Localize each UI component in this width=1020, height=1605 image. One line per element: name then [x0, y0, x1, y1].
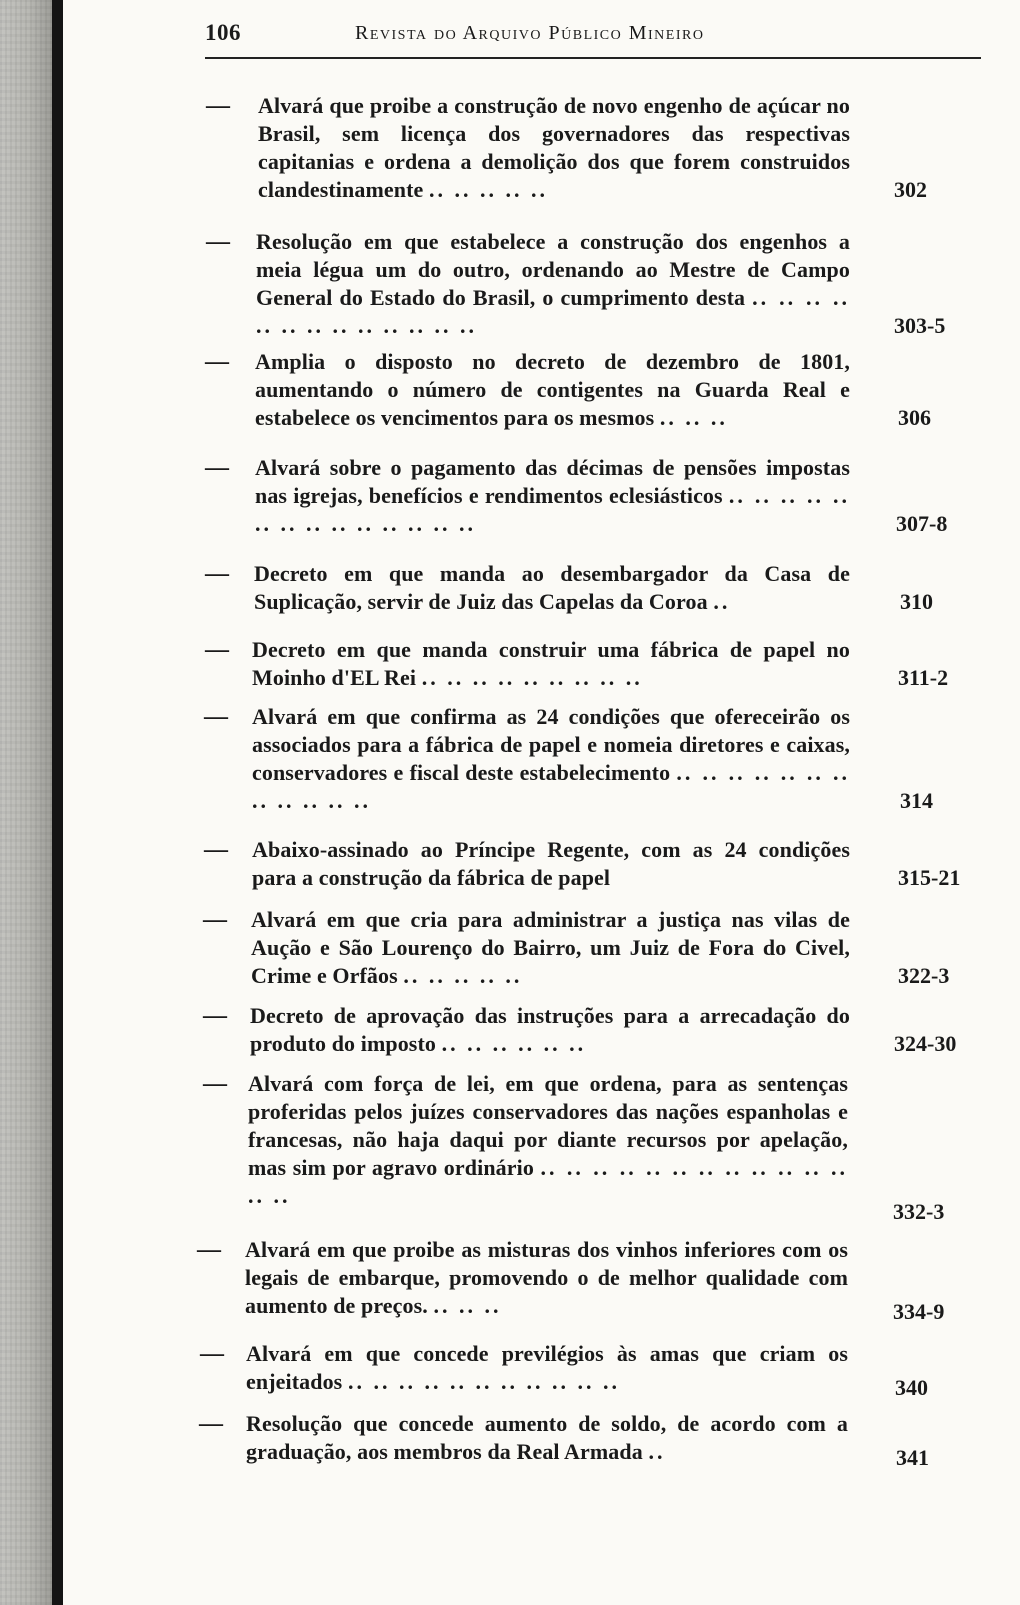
entry-text [245, 1236, 848, 1320]
entry-page-ref: 315-21 [898, 865, 961, 890]
entry-description: Alvará sobre o pagamento das décimas de pensões impostas nas igrejas, benefícios e rendimentos eclesiásticos [255, 455, 850, 508]
entry-text [252, 636, 850, 692]
entry-dash: — [206, 229, 230, 255]
entry-leaders: .. .. .. .. .. .. [441, 1031, 587, 1056]
entry-text [255, 454, 850, 538]
entry-description: Resolução em que estabelece a construção dos engenhos a meia légua um do outro, ordenando ao Mestre de Campo General do Estado do Brasil, o cumprimento desta [256, 229, 850, 310]
entry-dash: — [205, 637, 229, 663]
entry-dash: — [199, 1411, 223, 1437]
entry-dash: — [200, 1341, 224, 1367]
entry-description: Alvará em que cria para administrar a justiça nas vilas de Aução e São Lourenço do Bairro, um Juiz de Fora do Civel, Crime e Orfãos [251, 907, 850, 988]
entry-leaders: .. [648, 1439, 666, 1464]
entry-leaders: .. .. .. .. .. .. .. .. .. .. .. [347, 1369, 620, 1394]
entry-description: Alvará em que concede previlégios às amas que criam os enjeitados [246, 1341, 848, 1394]
entry-dash: — [206, 93, 230, 119]
entry-page-ref: 322-3 [898, 963, 950, 988]
entry-text [251, 906, 850, 990]
entry-dash: — [203, 1071, 227, 1097]
entry-description: Decreto em que manda ao desembargador da Casa de Suplicação, servir de Juiz das Capelas da Coroa [254, 561, 850, 614]
entry-description: Alvará com força de lei, em que ordena, para as sentenças proferidas pelos juízes conservadores das nações espanholas e francesas, não haja daqui por diante recursos por apelação, mas sim por agravo ordinário [248, 1071, 848, 1180]
entry-dash: — [205, 455, 229, 481]
entry-page-ref: 311-2 [898, 665, 949, 690]
entry-text [246, 1410, 848, 1466]
entry-text [255, 348, 850, 432]
entry-page-ref: 340 [895, 1375, 928, 1400]
running-title: Revista do Arquivo Público Mineiro [355, 22, 705, 44]
entry-description: Decreto em que manda construir uma fábrica de papel no Moinho d'EL Rei [252, 637, 850, 690]
entry-page-ref: 341 [896, 1445, 929, 1470]
entry-page-ref: 334-9 [893, 1299, 945, 1324]
entry-dash: — [203, 907, 227, 933]
entry-text [256, 228, 850, 340]
entry-text [252, 703, 850, 815]
entry-description: Resolução que concede aumento de soldo, de acordo com a graduação, aos membros da Real Armada [246, 1411, 848, 1464]
entry-text [254, 560, 850, 616]
entry-leaders: .. .. .. .. .. .. .. .. .. .. .. .. .. .. [248, 1155, 848, 1208]
entry-page-ref: 303-5 [894, 313, 946, 338]
entry-description: Amplia o disposto no decreto de dezembro de 1801, aumentando o número de contigentes na Guarda Real e estabelece os vencimentos para os mesmos [255, 349, 850, 430]
entry-leaders: .. .. .. .. .. .. .. .. .. .. .. .. .. .. [255, 483, 850, 536]
entry-page-ref: 306 [898, 405, 931, 430]
entry-page-ref: 324-30 [894, 1031, 957, 1056]
entry-leaders: .. .. .. .. .. .. .. .. .. .. .. .. [252, 760, 850, 813]
entry-page-ref: 310 [900, 589, 933, 614]
entry-description: Decreto de aprovação das instruções para a arrecadação do produto do imposto [250, 1003, 850, 1056]
entry-dash: — [205, 561, 229, 587]
entry-page-ref: 307-8 [896, 511, 948, 536]
entry-text [252, 836, 850, 892]
entry-text [248, 1070, 848, 1210]
entry-description: Alvará em que confirma as 24 condições que ofereceirão os associados para a fábrica de papel e nomeia diretores e caixas, conservadores e fiscal deste estabelecimento [252, 704, 850, 785]
entry-dash: — [197, 1237, 221, 1263]
entry-description: Abaixo-assinado ao Príncipe Regente, com as 24 condições para a construção da fábrica de papel [252, 837, 850, 890]
entry-text [246, 1340, 848, 1396]
entry-description: Alvará que proibe a construção de novo engenho de açúcar no Brasil, sem licença dos governadores das respectivas capitanias e ordena a demolição dos que forem construidos clandestinamente [258, 93, 850, 202]
entry-leaders: .. .. .. .. .. .. .. .. .. .. .. .. .. [256, 285, 850, 338]
entry-leaders: .. .. .. .. .. [428, 177, 548, 202]
entry-page-ref: 332-3 [893, 1199, 945, 1224]
entry-leaders: .. .. .. [659, 405, 728, 430]
entry-dash: — [204, 704, 228, 730]
entry-dash: — [204, 837, 228, 863]
entry-text [250, 1002, 850, 1058]
entry-page-ref: 314 [900, 788, 933, 813]
entry-leaders: .. .. .. .. .. .. .. .. .. [421, 665, 643, 690]
entry-leaders: .. .. .. .. .. [403, 963, 523, 988]
page-number: 106 [205, 20, 241, 45]
entry-leaders: .. [713, 589, 731, 614]
entry-text [258, 92, 850, 204]
entry-dash: — [205, 349, 229, 375]
entry-description: Alvará em que proibe as misturas dos vinhos inferiores com os legais de embarque, promovendo o de melhor qualidade com aumento de preços. [245, 1237, 848, 1318]
entry-page-ref: 302 [894, 177, 927, 202]
entry-leaders: .. .. .. [433, 1293, 502, 1318]
entry-dash: — [203, 1003, 227, 1029]
